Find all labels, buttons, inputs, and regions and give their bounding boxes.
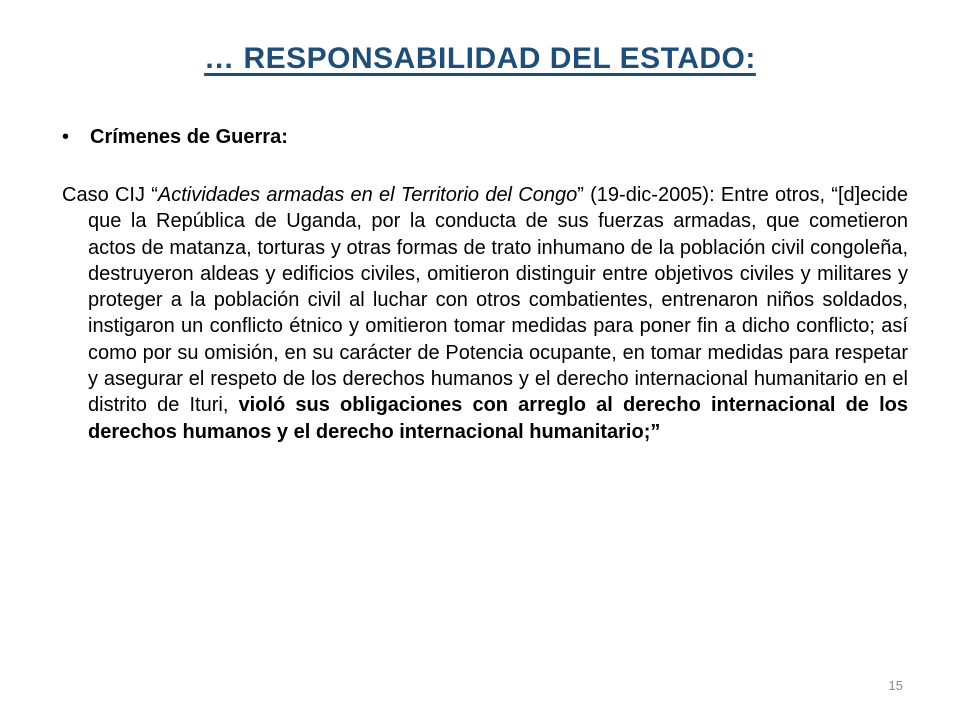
bullet-marker: •: [62, 126, 70, 148]
paragraph-conclusion: violó sus obligaciones con arreglo al derecho internacional de los derechos humanos y el derecho internacional humanitario;”: [88, 394, 908, 443]
slide-title: [0, 42, 960, 76]
case-paragraph: [62, 182, 908, 445]
case-name: Actividades armadas en el Territorio del Congo: [157, 184, 578, 206]
paragraph-intro: Caso CIJ “: [62, 184, 158, 206]
slide-title-text: … RESPONSABILIDAD DEL ESTADO:: [204, 42, 756, 75]
bullet-item: [62, 126, 288, 149]
paragraph-body: ” (19-dic-2005): Entre otros, “[d]ecide que la República de Uganda, por la conducta de sus fuerzas armadas, que cometieron actos de matanza, torturas y otras formas de trato inhumano de la población civil congoleña, destruyeron aldeas y edificios civiles, omitieron distinguir entre objetivos civiles y militares y proteger a la población civil al luchar con otros combatientes, entrenaron niños soldados, instigaron un conflicto étnico y omitieron tomar medidas para poner fin a dicho conflicto; así como por su omisión, en su carácter de Potencia ocupante, en tomar medidas para respetar y asegurar el respeto de los derechos humanos y el derecho internacional humanitario en el distrito de Ituri,: [88, 184, 908, 417]
page-number: 15: [888, 678, 903, 693]
bullet-text: Crímenes de Guerra:: [90, 126, 288, 148]
